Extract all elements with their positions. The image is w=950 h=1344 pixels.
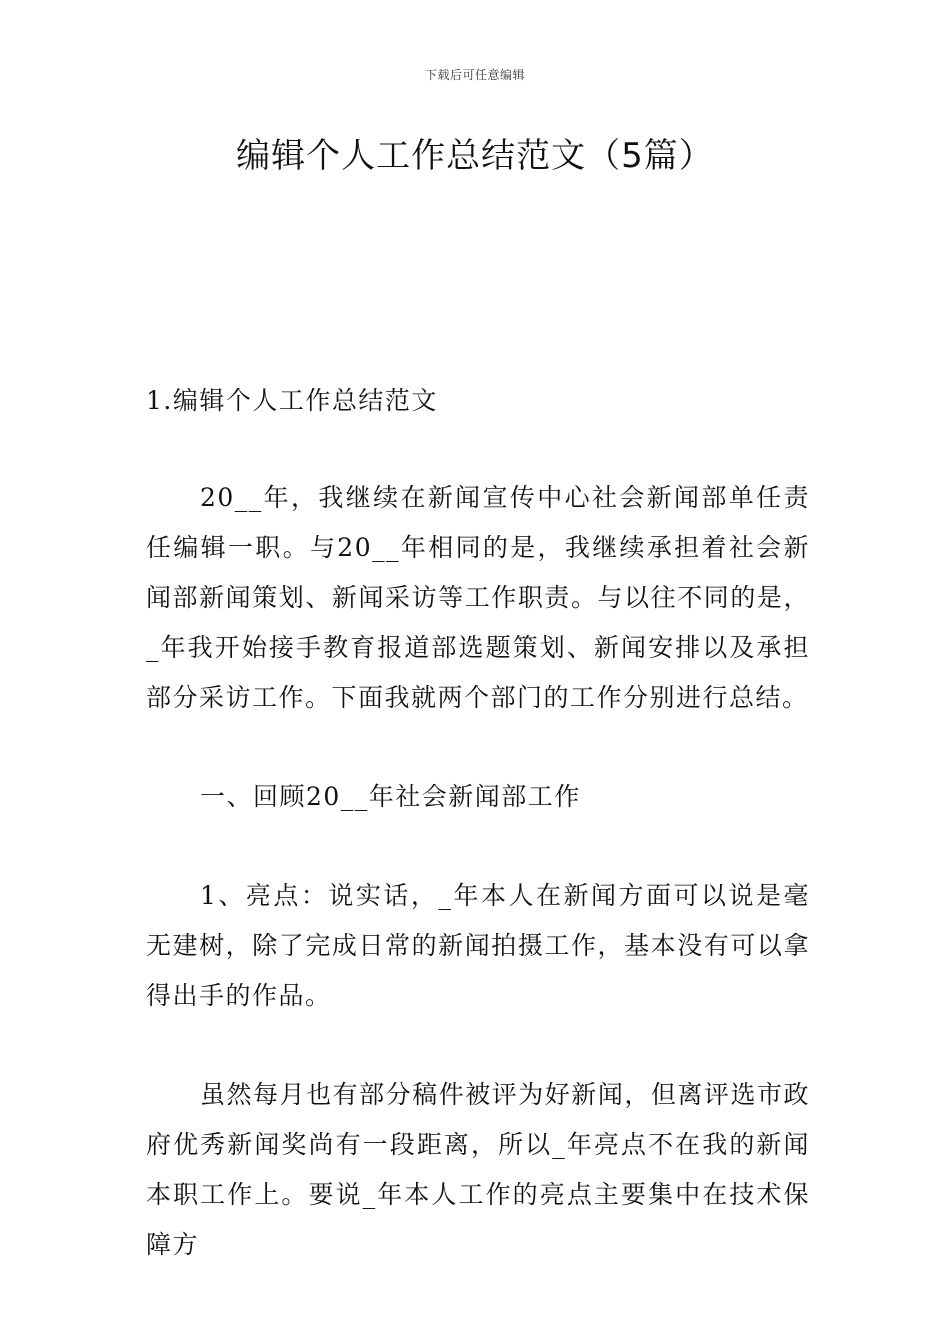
paragraph-highlights: 1、亮点：说实话，_年本人在新闻方面可以说是毫无建树，除了完成日常的新闻拍摄工作，基本没有可以拿得出手的作品。 [146, 881, 810, 1010]
paragraph-intro: 20__年，我继续在新闻宣传中心社会新闻部单任责任编辑一职。与20__年相同的是，我继续承担着社会新闻部新闻策划、新闻采访等工作职责。与以往不同的是，_年我开始接手教育报道部选题策划、新闻安排以及承担部分采访工作。下面我就两个部门的工作分别进行总结。 [146, 483, 810, 712]
page-header-note: 下载后可任意编辑 [424, 68, 525, 82]
paragraph-continuation: 虽然每月也有部分稿件被评为好新闻，但离评选市政府优秀新闻奖尚有一段距离，所以_年亮点不在我的新闻本职工作上。要说_年本人工作的亮点主要集中在技术保障方 [146, 1080, 810, 1259]
section-heading: 1.编辑个人工作总结范文 [146, 386, 438, 415]
subheading-review: 一、回顾20__年社会新闻部工作 [200, 782, 581, 811]
document-title: 编辑个人工作总结范文（5篇） [236, 136, 714, 176]
